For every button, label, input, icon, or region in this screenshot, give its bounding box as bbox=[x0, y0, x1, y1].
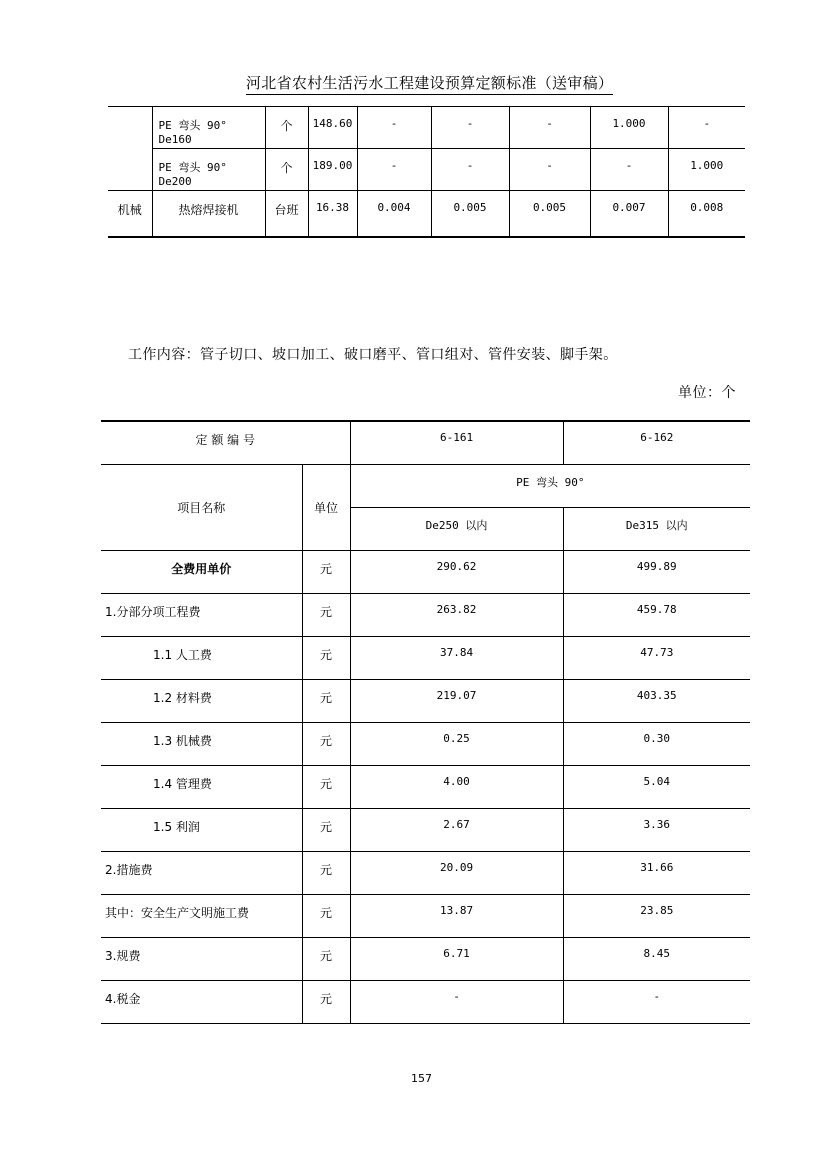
unit-cell: 个 bbox=[265, 149, 308, 191]
value-cell: 6.71 bbox=[350, 937, 563, 980]
sub-header: De315 以内 bbox=[563, 507, 750, 550]
unit-cell: 元 bbox=[302, 679, 350, 722]
value-cell: 219.07 bbox=[350, 679, 563, 722]
quota-code: 6-161 bbox=[350, 421, 563, 464]
quota-label: 定 额 编 号 bbox=[101, 421, 350, 464]
table-row bbox=[101, 808, 750, 851]
table-row bbox=[101, 937, 750, 980]
table-row bbox=[101, 636, 750, 679]
value-cell: 499.89 bbox=[563, 550, 750, 593]
value-cell: 459.78 bbox=[563, 593, 750, 636]
value-cell: - bbox=[350, 980, 563, 1023]
unit-cell: 元 bbox=[302, 851, 350, 894]
price-cell: 148.60 bbox=[308, 107, 357, 149]
document-title: 河北省农村生活污水工程建设预算定额标准（送审稿） bbox=[246, 72, 613, 95]
value-cell: - bbox=[509, 107, 590, 149]
row-label: 1.5 利润 bbox=[101, 808, 302, 851]
value-cell: 8.45 bbox=[563, 937, 750, 980]
group-header: PE 弯头 90° bbox=[350, 464, 750, 507]
table-row bbox=[101, 851, 750, 894]
unit-cell: 元 bbox=[302, 636, 350, 679]
table-row bbox=[101, 980, 750, 1023]
table-row bbox=[101, 722, 750, 765]
value-cell: 263.82 bbox=[350, 593, 563, 636]
unit-cell: 元 bbox=[302, 550, 350, 593]
row-label: 1.分部分项工程费 bbox=[101, 593, 302, 636]
value-cell: 1.000 bbox=[590, 107, 668, 149]
value-cell: - bbox=[357, 149, 431, 191]
unit-cell: 元 bbox=[302, 937, 350, 980]
unit-cell: 元 bbox=[302, 593, 350, 636]
material-name: 热熔焊接机 bbox=[152, 191, 265, 237]
unit-cell: 台班 bbox=[265, 191, 308, 237]
quota-table bbox=[101, 420, 750, 1024]
row-label: 4.税金 bbox=[101, 980, 302, 1023]
value-cell: - bbox=[357, 107, 431, 149]
materials-table-continued bbox=[108, 106, 745, 238]
page-number: 157 bbox=[411, 1072, 432, 1085]
value-cell: 0.005 bbox=[431, 191, 509, 237]
sub-header: De250 以内 bbox=[350, 507, 563, 550]
quota-code-row bbox=[101, 421, 750, 464]
price-cell: 189.00 bbox=[308, 149, 357, 191]
value-cell: 31.66 bbox=[563, 851, 750, 894]
item-name-header: 项目名称 bbox=[101, 464, 302, 550]
unit-cell: 个 bbox=[265, 107, 308, 149]
unit-note: 单位：个 bbox=[678, 385, 736, 401]
row-label: 3.规费 bbox=[101, 937, 302, 980]
value-cell: 23.85 bbox=[563, 894, 750, 937]
unit-header: 单位 bbox=[302, 464, 350, 550]
value-cell: - bbox=[668, 107, 745, 149]
quota-code: 6-162 bbox=[563, 421, 750, 464]
value-cell: 37.84 bbox=[350, 636, 563, 679]
category-cell: 机械 bbox=[108, 191, 152, 237]
value-cell: - bbox=[563, 980, 750, 1023]
material-name: PE 弯头 90° De160 bbox=[152, 107, 265, 149]
value-cell: 2.67 bbox=[350, 808, 563, 851]
row-label: 1.2 材料费 bbox=[101, 679, 302, 722]
row-label: 2.措施费 bbox=[101, 851, 302, 894]
table-row bbox=[108, 149, 745, 191]
row-label: 其中：安全生产文明施工费 bbox=[101, 894, 302, 937]
unit-cell: 元 bbox=[302, 894, 350, 937]
table-row bbox=[101, 593, 750, 636]
material-name: PE 弯头 90° De200 bbox=[152, 149, 265, 191]
value-cell: - bbox=[590, 149, 668, 191]
value-cell: 403.35 bbox=[563, 679, 750, 722]
value-cell: 0.005 bbox=[509, 191, 590, 237]
unit-cell: 元 bbox=[302, 722, 350, 765]
row-label: 全费用单价 bbox=[101, 550, 302, 593]
price-cell: 16.38 bbox=[308, 191, 357, 237]
value-cell: 290.62 bbox=[350, 550, 563, 593]
table-row bbox=[101, 550, 750, 593]
category-cell bbox=[108, 107, 152, 191]
unit-cell: 元 bbox=[302, 980, 350, 1023]
value-cell: 3.36 bbox=[563, 808, 750, 851]
table-row bbox=[101, 894, 750, 937]
value-cell: 5.04 bbox=[563, 765, 750, 808]
row-label: 1.4 管理费 bbox=[101, 765, 302, 808]
work-content: 工作内容：管子切口、坡口加工、破口磨平、管口组对、管件安装、脚手架。 bbox=[128, 347, 618, 363]
value-cell: 0.004 bbox=[357, 191, 431, 237]
value-cell: 0.25 bbox=[350, 722, 563, 765]
table-row bbox=[101, 765, 750, 808]
header-row bbox=[101, 464, 750, 507]
row-label: 1.3 机械费 bbox=[101, 722, 302, 765]
value-cell: - bbox=[431, 149, 509, 191]
row-label: 1.1 人工费 bbox=[101, 636, 302, 679]
table-row bbox=[101, 679, 750, 722]
value-cell: 0.007 bbox=[590, 191, 668, 237]
value-cell: 1.000 bbox=[668, 149, 745, 191]
value-cell: 4.00 bbox=[350, 765, 563, 808]
unit-cell: 元 bbox=[302, 765, 350, 808]
value-cell: 0.30 bbox=[563, 722, 750, 765]
value-cell: - bbox=[509, 149, 590, 191]
value-cell: - bbox=[431, 107, 509, 149]
value-cell: 47.73 bbox=[563, 636, 750, 679]
value-cell: 0.008 bbox=[668, 191, 745, 237]
table-row bbox=[108, 191, 745, 237]
value-cell: 20.09 bbox=[350, 851, 563, 894]
unit-cell: 元 bbox=[302, 808, 350, 851]
table-row bbox=[108, 107, 745, 149]
value-cell: 13.87 bbox=[350, 894, 563, 937]
